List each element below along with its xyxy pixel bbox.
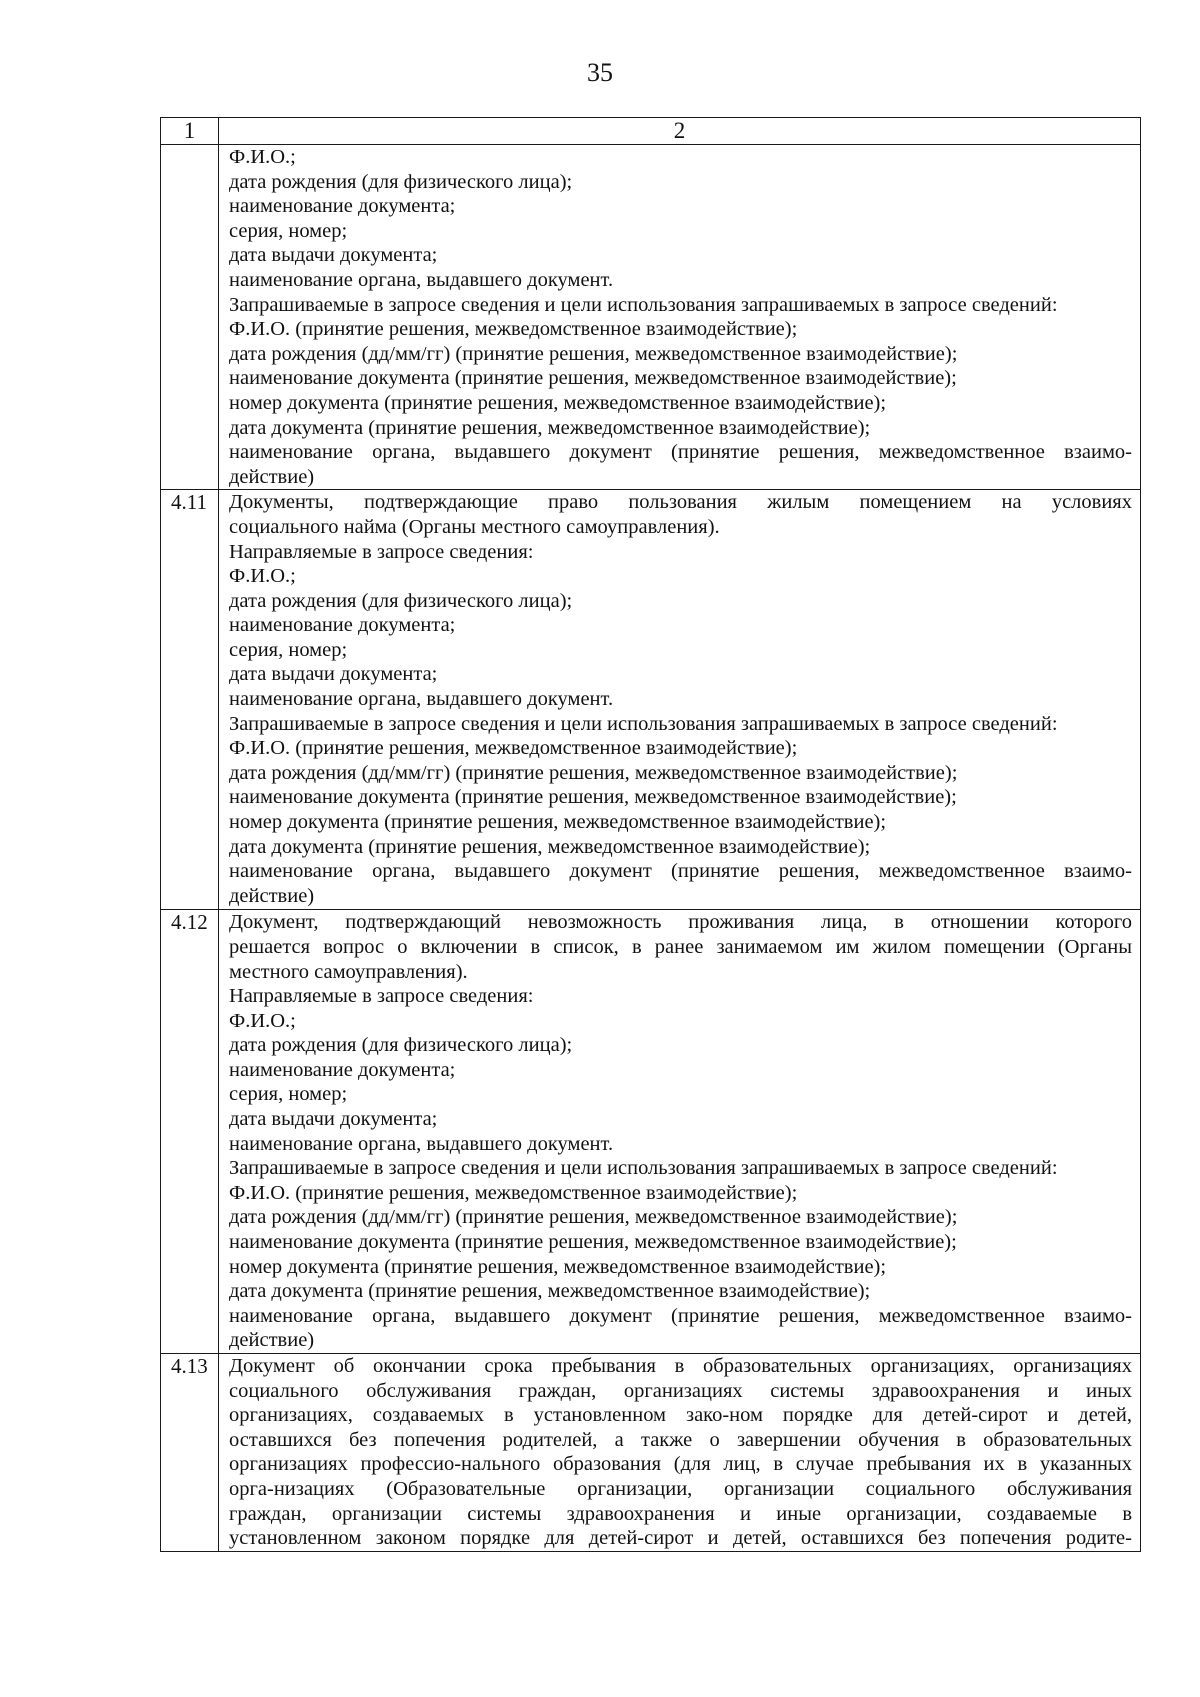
text-line: Ф.И.О. (принятие решения, межведомственное взаимодействие); [229, 737, 798, 760]
text-line: Документы, подтверждающие право пользования жилым помещением на условиях [229, 491, 1132, 514]
row-content [219, 490, 1141, 910]
text-line: Ф.И.О.; [229, 1009, 296, 1032]
text-line: наименование документа; [229, 1058, 456, 1081]
text-line: наименование органа, выдавшего документ. [229, 268, 614, 291]
text-line: номер документа (принятие решения, межведомственное взаимодействие); [229, 811, 887, 834]
text-line: действие) [229, 884, 315, 907]
text-line: социального обслуживания граждан, организациях системы здравоохранения и иных [229, 1379, 1132, 1402]
text-line: серия, номер; [229, 219, 348, 242]
text-line: организациях профессио-нального образования (для лиц, в случае пребывания их в указанных [229, 1453, 1132, 1476]
text-line: дата рождения (дд/мм/гг) (принятие решения, межведомственное взаимодействие); [229, 1206, 958, 1229]
row-number: 4.12 [161, 910, 219, 1354]
row-content [219, 910, 1141, 1354]
text-line: серия, номер; [229, 638, 348, 661]
text-line: дата документа (принятие решения, межведомственное взаимодействие); [229, 416, 871, 439]
text-line: Запрашиваемые в запросе сведения и цели использования запрашиваемых в запросе сведений: [229, 1157, 1058, 1180]
text-line: наименование органа, выдавшего документ (принятие решения, межведомственное взаимо- [229, 441, 1132, 464]
text-line: дата рождения (дд/мм/гг) (принятие решения, межведомственное взаимодействие); [229, 761, 958, 784]
text-line: номер документа (принятие решения, межведомственное взаимодействие); [229, 391, 887, 414]
text-line: местного самоуправления). [229, 960, 468, 983]
text-line: наименование органа, выдавшего документ (принятие решения, межведомственное взаимо- [229, 1304, 1132, 1327]
text-line: действие) [229, 1329, 315, 1352]
text-line: дата рождения (для физического лица); [229, 1034, 573, 1057]
text-line: наименование органа, выдавшего документ. [229, 688, 614, 711]
header-col-1: 1 [161, 118, 219, 145]
text-line: Запрашиваемые в запросе сведения и цели использования запрашиваемых в запросе сведений: [229, 712, 1058, 735]
row-number [161, 145, 219, 490]
text-line: наименование органа, выдавшего документ (принятие решения, межведомственное взаимо- [229, 860, 1132, 883]
text-line: наименование документа; [229, 195, 456, 218]
text-line: наименование документа (принятие решения, межведомственное взаимодействие); [229, 367, 957, 390]
text-line: Ф.И.О.; [229, 565, 296, 588]
text-line: социального найма (Органы местного самоуправления). [229, 515, 720, 538]
text-line: действие) [229, 465, 315, 488]
text-line: наименование органа, выдавшего документ. [229, 1132, 614, 1155]
row-content [219, 145, 1141, 490]
document-table [160, 117, 1141, 1552]
text-line: дата документа (принятие решения, межведомственное взаимодействие); [229, 835, 871, 858]
text-line: организациях, создаваемых в установленном зако-ном порядке для детей-сирот и детей, [229, 1404, 1132, 1427]
text-line: Направляемые в запросе сведения: [229, 985, 534, 1008]
page-number: 35 [587, 58, 613, 87]
header-col-2: 2 [219, 118, 1141, 145]
text-line: решается вопрос о включении в список, в ранее занимаемом им жилом помещении (Органы [229, 935, 1132, 958]
text-line: Документ об окончании срока пребывания в образовательных организациях, организациях [229, 1355, 1132, 1377]
text-line: Запрашиваемые в запросе сведения и цели использования запрашиваемых в запросе сведений: [229, 293, 1058, 316]
text-line: Ф.И.О.; [229, 146, 296, 168]
text-line: серия, номер; [229, 1083, 348, 1106]
table-row [161, 145, 1141, 490]
text-line: номер документа (принятие решения, межведомственное взаимодействие); [229, 1255, 887, 1278]
text-line: дата выдачи документа; [229, 663, 438, 686]
text-line: дата рождения (для физического лица); [229, 170, 573, 193]
row-content [219, 1354, 1141, 1552]
text-line: наименование документа; [229, 614, 456, 637]
text-line: Ф.И.О. (принятие решения, межведомственное взаимодействие); [229, 1181, 798, 1204]
text-line: наименование документа (принятие решения, межведомственное взаимодействие); [229, 786, 957, 809]
text-line: дата выдачи документа; [229, 1108, 438, 1131]
table-row [161, 1354, 1141, 1552]
text-line: Документ, подтверждающий невозможность проживания лица, в отношении которого [229, 911, 1132, 934]
text-line: дата рождения (для физического лица); [229, 589, 573, 612]
row-number: 4.13 [161, 1354, 219, 1552]
text-line: орга-низациях (Образовательные организации, организации социального обслуживания [229, 1477, 1132, 1500]
text-line: Ф.И.О. (принятие решения, межведомственное взаимодействие); [229, 318, 798, 341]
text-line: дата рождения (дд/мм/гг) (принятие решения, межведомственное взаимодействие); [229, 342, 958, 365]
text-line: дата выдачи документа; [229, 244, 438, 267]
table-header-row [161, 118, 1141, 145]
text-line: установленном законом порядке для детей-сирот и детей, оставшихся без попечения родите- [229, 1527, 1132, 1550]
text-line: наименование документа (принятие решения, межведомственное взаимодействие); [229, 1231, 957, 1254]
text-line: граждан, организации системы здравоохранения и иные организации, создаваемые в [229, 1502, 1132, 1525]
text-line: дата документа (принятие решения, межведомственное взаимодействие); [229, 1280, 871, 1303]
text-line: оставшихся без попечения родителей, а также о завершении обучения в образовательных [229, 1428, 1132, 1451]
table-row [161, 490, 1141, 910]
row-number: 4.11 [161, 490, 219, 910]
table-row [161, 910, 1141, 1354]
text-line: Направляемые в запросе сведения: [229, 540, 534, 563]
